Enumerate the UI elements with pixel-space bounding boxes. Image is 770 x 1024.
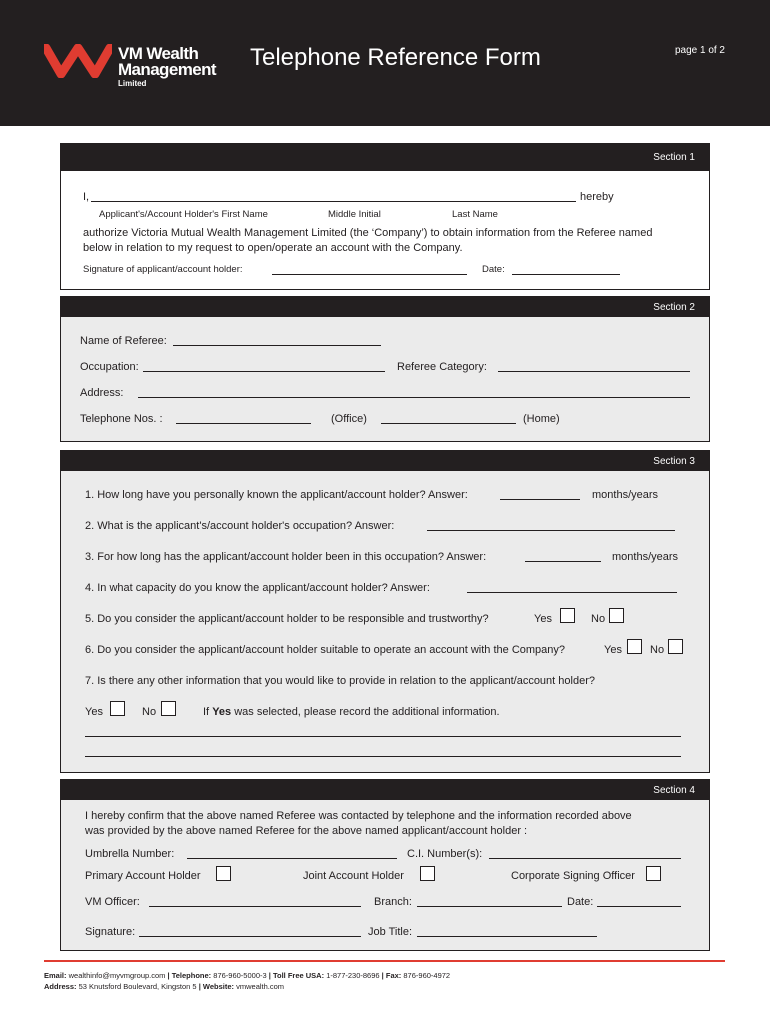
footer-sep-3: | xyxy=(381,971,384,980)
q5-yes-checkbox[interactable] xyxy=(560,608,575,623)
q7-no-checkbox[interactable] xyxy=(161,701,176,716)
question-3: 3. For how long has the applicant/account holder been in this occupation? Answer: xyxy=(85,551,487,563)
umbrella-number-field[interactable] xyxy=(187,858,397,859)
telephone-label: Telephone Nos. : xyxy=(80,413,163,425)
page-number: page 1 of 2 xyxy=(674,45,725,56)
hereby-label: hereby xyxy=(580,191,614,203)
section-4 xyxy=(60,779,710,951)
applicant-signature-label: Signature of applicant/account holder: xyxy=(83,264,243,275)
footer-fax: 876-960-4972 xyxy=(403,971,451,980)
vm-officer-field[interactable] xyxy=(149,906,361,907)
ci-numbers-label: C.I. Number(s): xyxy=(407,848,483,860)
footer-tel-label: Telephone: xyxy=(171,971,212,980)
corporate-officer-label: Corporate Signing Officer xyxy=(511,870,635,882)
q7-instruction xyxy=(203,706,500,718)
referee-category-label: Referee Category: xyxy=(397,361,487,373)
office-label: (Office) xyxy=(331,413,367,425)
page-footer xyxy=(44,970,450,992)
referee-category-field[interactable] xyxy=(498,371,690,372)
footer-website: vmwealth.com xyxy=(236,982,285,991)
footer-address-label: Address: xyxy=(44,982,77,991)
q6-yes-label: Yes xyxy=(604,644,622,656)
q7-yes-label: Yes xyxy=(85,706,103,718)
question-7: 7. Is there any other information that you would like to provide in relation to the applicant/account holder? xyxy=(85,675,595,687)
q2-answer-field[interactable] xyxy=(427,530,675,531)
q6-no-label: No xyxy=(650,644,665,656)
last-name-caption: Last Name xyxy=(452,209,498,220)
logo-line-3: Limited xyxy=(118,79,147,88)
question-5: 5. Do you consider the applicant/account holder to be responsible and trustworthy? xyxy=(85,613,489,625)
section4-date-field[interactable] xyxy=(597,906,681,907)
referee-name-label: Name of Referee: xyxy=(80,335,167,347)
home-label: (Home) xyxy=(523,413,560,425)
branch-label: Branch: xyxy=(374,896,412,908)
ci-numbers-field[interactable] xyxy=(489,858,681,859)
address-label: Address: xyxy=(80,387,124,399)
section-1 xyxy=(60,143,710,290)
authorize-text-line-1: authorize Victoria Mutual Wealth Management Limited (the ‘Company’) to obtain information from the Referee named xyxy=(83,227,653,239)
section1-date-field[interactable] xyxy=(512,274,620,275)
q4-answer-field[interactable] xyxy=(467,592,677,593)
footer-tollfree-label: Toll Free USA: xyxy=(272,971,325,980)
section4-date-label: Date: xyxy=(567,896,594,908)
officer-signature-field[interactable] xyxy=(139,936,361,937)
primary-holder-label: Primary Account Holder xyxy=(85,870,201,882)
logo-line-1: VM Wealth xyxy=(118,44,199,63)
q3-answer-field[interactable] xyxy=(525,561,601,562)
section1-date-label: Date: xyxy=(482,264,505,275)
umbrella-number-label: Umbrella Number: xyxy=(85,848,175,860)
footer-contact-line xyxy=(44,970,450,981)
occupation-field[interactable] xyxy=(143,371,385,372)
footer-divider xyxy=(44,960,725,962)
q7-if-suffix: was selected, please record the additional information. xyxy=(234,706,500,718)
occupation-label: Occupation: xyxy=(80,361,139,373)
section-2-header: Section 2 xyxy=(61,297,709,317)
form-title: Telephone Reference Form xyxy=(250,44,541,71)
vm-wealth-logo-icon xyxy=(44,44,112,78)
logo-wordmark xyxy=(118,46,216,88)
footer-fax-label: Fax: xyxy=(385,971,402,980)
primary-holder-checkbox[interactable] xyxy=(216,866,231,881)
footer-tel: 876-960-5000-3 xyxy=(213,971,267,980)
first-name-caption: Applicant's/Account Holder's First Name xyxy=(99,209,268,220)
applicant-signature-field[interactable] xyxy=(272,274,467,275)
section-4-header: Section 4 xyxy=(61,780,709,800)
footer-sep-2: | xyxy=(268,971,271,980)
confirm-text-line-2: was provided by the above named Referee for the above named applicant/account holder : xyxy=(85,825,528,837)
officer-signature-label: Signature: xyxy=(85,926,136,938)
q7-info-line-2[interactable] xyxy=(85,756,681,757)
q7-if-yes-bold: Yes xyxy=(212,706,232,718)
q7-yes-checkbox[interactable] xyxy=(110,701,125,716)
section-2 xyxy=(60,296,710,442)
vm-officer-label: VM Officer: xyxy=(85,896,140,908)
page-header xyxy=(0,0,770,126)
job-title-field[interactable] xyxy=(417,936,597,937)
corporate-officer-checkbox[interactable] xyxy=(646,866,661,881)
office-phone-field[interactable] xyxy=(176,423,311,424)
branch-field[interactable] xyxy=(417,906,562,907)
question-1: 1. How long have you personally known the applicant/account holder? Answer: xyxy=(85,489,468,501)
section-3-header: Section 3 xyxy=(61,451,709,471)
q1-unit: months/years xyxy=(592,489,659,501)
authorize-text-line-2: below in relation to my request to open/operate an account with the Company. xyxy=(83,242,463,254)
footer-email-label: Email: xyxy=(44,971,67,980)
home-phone-field[interactable] xyxy=(381,423,516,424)
job-title-label: Job Title: xyxy=(368,926,413,938)
footer-website-label: Website: xyxy=(202,982,235,991)
q5-no-label: No xyxy=(591,613,606,625)
i-label: I, xyxy=(83,191,90,203)
q7-no-label: No xyxy=(142,706,157,718)
section-3 xyxy=(60,450,710,773)
confirm-text-line-1: I hereby confirm that the above named Referee was contacted by telephone and the information recorded above xyxy=(85,810,632,822)
section-1-header: Section 1 xyxy=(61,144,709,171)
joint-holder-label: Joint Account Holder xyxy=(303,870,404,882)
applicant-name-field[interactable] xyxy=(91,201,576,202)
footer-tollfree: 1-877-230-8696 xyxy=(326,971,380,980)
q6-yes-checkbox[interactable] xyxy=(627,639,642,654)
footer-email: wealthinfo@myvmgroup.com xyxy=(68,971,166,980)
question-4: 4. In what capacity do you know the applicant/account holder? Answer: xyxy=(85,582,430,594)
q7-if-prefix: If xyxy=(203,706,210,718)
referee-name-field[interactable] xyxy=(173,345,381,346)
question-2: 2. What is the applicant's/account holder's occupation? Answer: xyxy=(85,520,395,532)
address-field[interactable] xyxy=(138,397,690,398)
q7-info-line-1[interactable] xyxy=(85,736,681,737)
footer-sep-4: | xyxy=(198,982,201,991)
q5-yes-label: Yes xyxy=(534,613,552,625)
footer-sep-1: | xyxy=(167,971,170,980)
q1-answer-field[interactable] xyxy=(500,499,580,500)
logo-line-2: Management xyxy=(118,60,216,79)
footer-address-line xyxy=(44,981,450,992)
question-6: 6. Do you consider the applicant/account holder suitable to operate an account with the Company? xyxy=(85,644,566,656)
footer-address: 53 Knutsford Boulevard, Kingston 5 xyxy=(78,982,197,991)
middle-initial-caption: Middle Initial xyxy=(328,209,381,220)
q6-no-checkbox[interactable] xyxy=(668,639,683,654)
q3-unit: months/years xyxy=(612,551,679,563)
joint-holder-checkbox[interactable] xyxy=(420,866,435,881)
q5-no-checkbox[interactable] xyxy=(609,608,624,623)
